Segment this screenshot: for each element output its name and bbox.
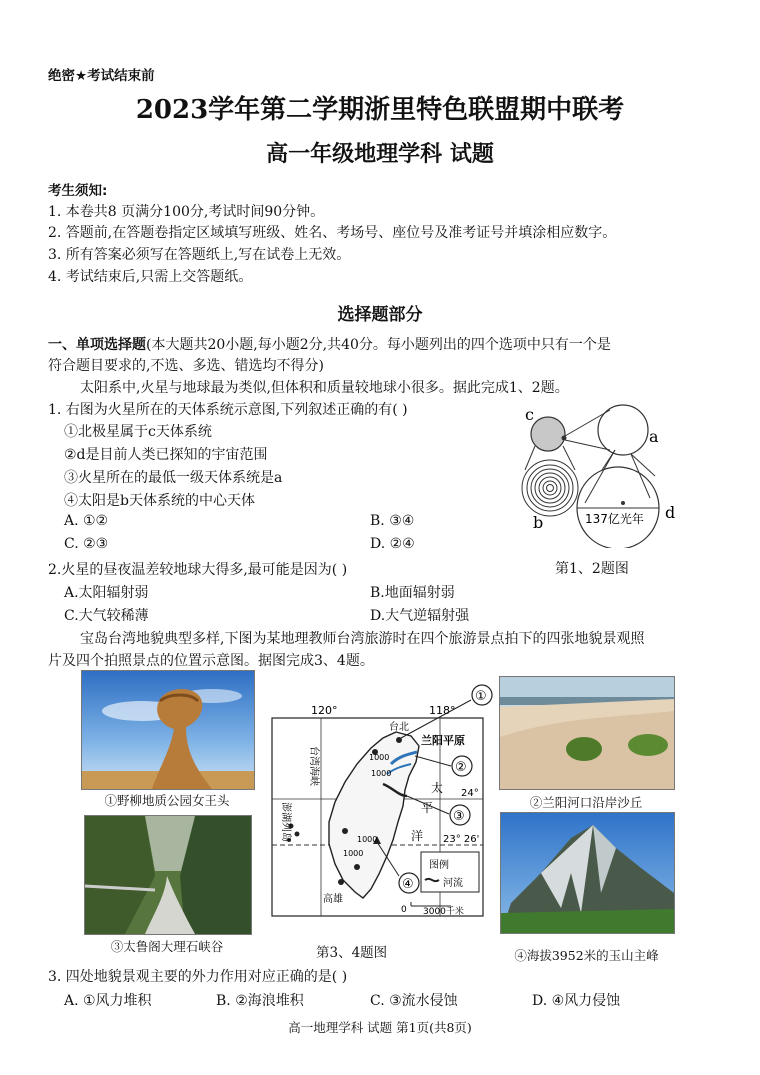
part1-label: 一、单项选择题 [48,337,146,353]
q3-option-d[interactable]: D. ④风力侵蚀 [532,993,621,1009]
q1-stem: 1. 右图为火星所在的天体系统示意图,下列叙述正确的有( ) [48,402,408,418]
part1-desc-cont: 符合题目要求的,不选、多选、错选均不得分) [48,358,324,374]
q2-option-d[interactable]: D.大气逆辐射强 [370,608,470,624]
q2-option-a[interactable]: A.太阳辐射弱 [64,585,149,601]
notice-heading: 考生须知: [48,183,108,199]
photo3-caption: ③太鲁阁大理石峡谷 [110,939,224,954]
photo4-caption: ④海拔3952米的玉山主峰 [514,948,659,963]
marker-4-label: ④ [402,877,414,892]
elev-label: 1000 [357,835,378,844]
q3-option-c[interactable]: C. ③流水侵蚀 [370,993,458,1009]
label-ocean-1: 太 [431,781,444,795]
label-d: d [665,503,676,522]
lon-120: 120° [311,704,338,717]
lat-24: 24° [461,788,479,799]
map-caption: 第3、4题图 [316,945,388,961]
lat-23-26: 23° 26' [443,834,480,845]
exam-subtitle: 高一年级地理学科 试题 [266,141,494,167]
exam-title: 2023学年第二学期浙里特色联盟期中联考 [135,95,625,125]
part1-header [48,334,611,354]
taiwan-map [271,684,496,929]
intro-q3-4: 宝岛台湾地貌典型多样,下图为某地理教师台湾旅游时在四个旅游景点拍下的四张地貌景观照 [80,631,645,647]
intro-q1-2: 太阳系中,火星与地球最为类似,但体积和质量较地球小很多。据此完成1、2题。 [80,380,569,396]
label-taibei: 台北 [389,722,409,733]
marker-1-label: ① [475,689,487,704]
section-title: 选择题部分 [337,305,423,325]
distance-label: 137亿光年 [585,512,644,526]
page-footer: 高一地理学科 试题 第1页(共8页) [288,1020,472,1035]
marker-3-label: ③ [453,809,465,824]
circle-b [522,460,578,516]
label-strait: 台湾海峡 [308,746,319,786]
intro-q3-4-cont: 片及四个拍照景点的位置示意图。据图完成3、4题。 [48,653,374,669]
legend-title: 图例 [429,860,449,871]
elev-label: 1000 [343,849,364,858]
q1-statement: ③火星所在的最低一级天体系统是a [64,470,283,486]
q1-option-b[interactable]: B. ③④ [370,513,415,529]
notice-item: 4. 考试结束后,只需上交答题纸。 [48,269,253,285]
circle-c [531,417,565,451]
lon-118: 118° [429,704,456,717]
label-lanyang: 兰阳平原 [421,734,465,747]
q1-option-d[interactable]: D. ②④ [370,536,415,552]
label-ocean-3: 洋 [411,829,424,843]
elev-label: 1000 [371,769,392,778]
photo2-caption: ②兰阳河口沿岸沙丘 [529,795,643,810]
q2-option-b[interactable]: B.地面辐射弱 [370,585,455,601]
notice-item: 3. 所有答案必须写在答题纸上,写在试卷上无效。 [48,247,351,263]
q1-statement: ①北极星属于c天体系统 [64,424,212,440]
legend-item: 河流 [443,878,463,889]
q2-stem: 2.火星的昼夜温差较地球大得多,最可能是因为( ) [48,562,348,578]
q3-option-b[interactable]: B. ②海浪堆积 [216,993,304,1009]
scale-label: 3000千米 [423,907,464,917]
confidential-mark: 绝密★考试结束前 [48,68,155,84]
notice-item: 2. 答题前,在答题卷指定区域填写班级、姓名、考场号、座位号及准考证号并填涂相应数字。 [48,225,617,241]
photo-lanyang-dunes [499,676,675,790]
label-penghu: 澎湖列岛 [280,802,291,842]
q3-stem: 3. 四处地貌景观主要的外力作用对应正确的是( ) [48,969,348,985]
label-b: b [533,513,544,532]
photo1-caption: ①野柳地质公园女王头 [104,793,230,808]
label-gaoxiong: 高雄 [323,894,343,905]
celestial-system-diagram [505,398,695,548]
q2-option-c[interactable]: C.大气较稀薄 [64,608,149,624]
photo-queens-head [81,670,255,790]
part1-desc: (本大题共20小题,每小题2分,共40分。每小题列出的四个选项中只有一个是 [146,337,611,353]
label-a: a [649,427,659,446]
q1-statement: ②d是目前人类已探知的宇宙范围 [64,447,268,463]
photo-taroko-gorge [84,815,252,935]
q1-statement: ④太阳是b天体系统的中心天体 [64,493,255,509]
q1-option-a[interactable]: A. ①② [64,513,109,529]
scale-zero: 0 [401,905,407,915]
label-c: c [525,405,534,424]
marker-2-label: ② [455,760,467,775]
label-ocean-2: 平 [421,801,434,815]
photo-yushan-peak [500,812,675,934]
notice-item: 1. 本卷共8 页满分100分,考试时间90分钟。 [48,204,325,220]
fig12-caption: 第1、2题图 [555,561,629,577]
q3-option-a[interactable]: A. ①风力堆积 [64,993,152,1009]
elev-label: 1000 [369,753,390,762]
q1-option-c[interactable]: C. ②③ [64,536,109,552]
